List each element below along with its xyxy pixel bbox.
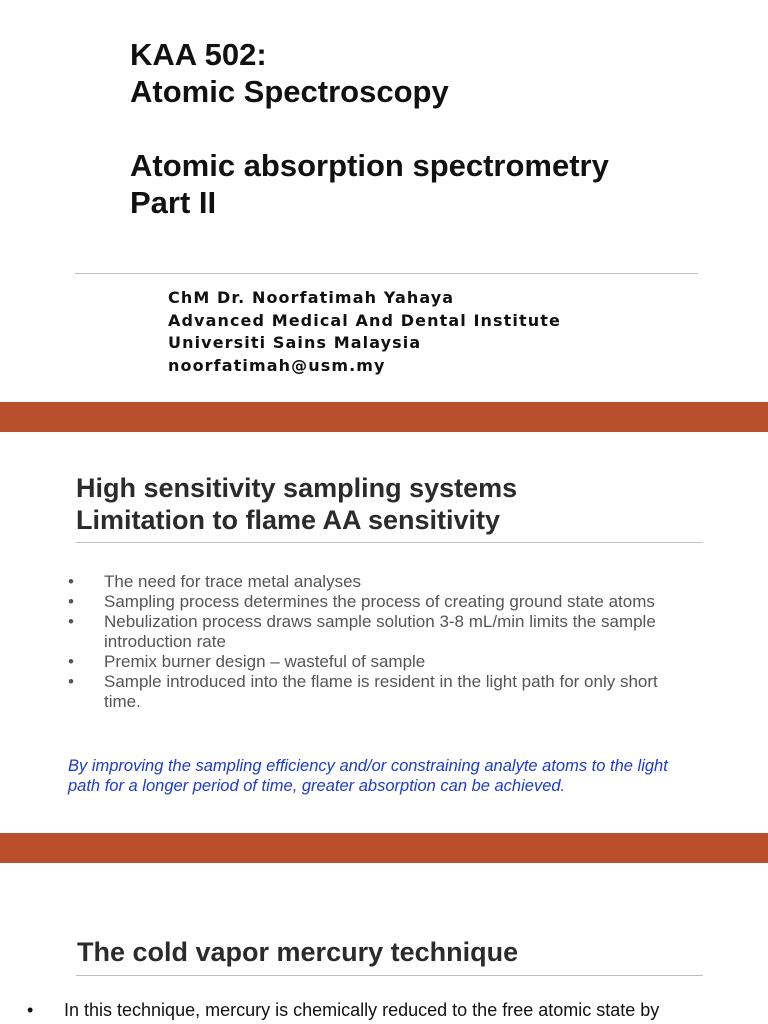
title-slide-heading <box>130 36 750 221</box>
bullet-text: The need for trace metal analyses <box>104 572 362 591</box>
bullet-item <box>27 999 757 1021</box>
bullet-text: Nebulization process draws sample solution 3-8 mL/min limits the sample introduction rate <box>104 612 656 651</box>
author-email: noorfatimah@usm.my <box>168 355 386 375</box>
bullet-icon: • <box>68 592 74 611</box>
title-divider <box>76 542 703 543</box>
bullet-item <box>66 652 686 672</box>
slide-title-line: Limitation to flame AA sensitivity <box>76 505 501 535</box>
bullet-item <box>66 672 686 712</box>
title-slide <box>0 0 768 402</box>
bullet-text: Sample introduced into the flame is resident in the light path for only short time. <box>104 672 658 711</box>
bullet-icon: • <box>27 1000 34 1020</box>
sensitivity-slide <box>0 432 768 833</box>
cold-vapor-slide <box>0 863 768 1024</box>
bullet-item <box>66 612 686 652</box>
slide-separator <box>0 402 768 432</box>
course-name: Atomic Spectroscopy <box>130 74 449 109</box>
lecture-title: Atomic absorption spectrometry <box>130 148 609 183</box>
author-name: ChM Dr. Noorfatimah Yahaya <box>168 288 455 307</box>
title-divider <box>75 273 698 274</box>
slide-title <box>76 472 716 536</box>
highlight-note: By improving the sampling efficiency and/or constraining analyte atoms to the light path for a longer period of time, greater absorption can be achieved. <box>68 757 668 795</box>
bullet-icon: • <box>68 672 74 691</box>
author-block <box>168 287 561 377</box>
course-code: KAA 502: <box>130 37 267 72</box>
title-divider <box>76 975 703 976</box>
slide-title: The cold vapor mercury technique <box>77 937 519 967</box>
bullet-icon: • <box>68 652 74 671</box>
title-gap <box>130 110 750 147</box>
lecture-part: Part II <box>130 185 217 220</box>
bullet-text: Sampling process determines the process of creating ground state atoms <box>104 592 655 611</box>
slide-title-line: High sensitivity sampling systems <box>76 473 518 503</box>
bullet-list <box>66 572 686 712</box>
bullet-text: In this technique, mercury is chemically reduced to the free atomic state by <box>64 1000 660 1020</box>
bullet-text: Premix burner design – wasteful of sample <box>104 652 426 671</box>
bullet-icon: • <box>68 612 74 631</box>
author-institute: Advanced Medical And Dental Institute <box>168 310 561 330</box>
author-university: Universiti Sains Malaysia <box>168 333 422 352</box>
bullet-item <box>66 572 686 592</box>
bullet-item <box>66 592 686 612</box>
bullet-icon: • <box>68 572 74 591</box>
slide-separator <box>0 833 768 863</box>
